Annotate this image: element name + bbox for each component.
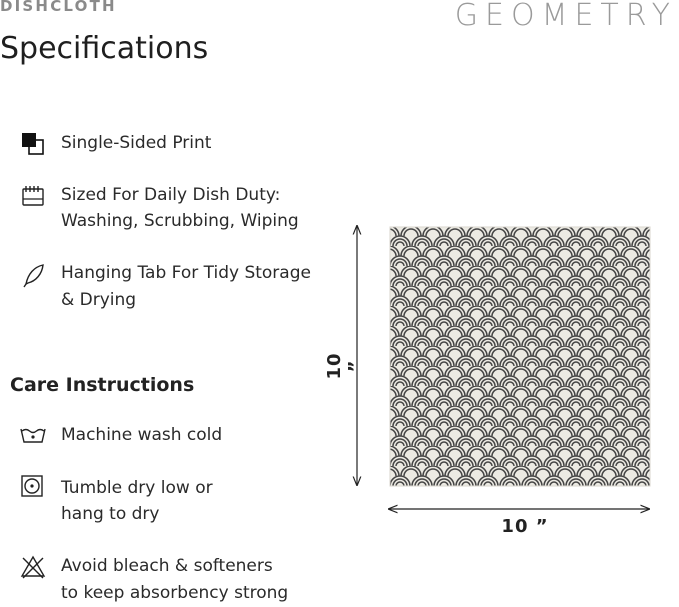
feature-label-line-2: Washing, Scrubbing, Wiping (61, 211, 299, 231)
page-title: Specifications (0, 31, 209, 66)
care-label-line-1: Avoid bleach & softeners (61, 556, 273, 576)
feature-label-line-1: Hanging Tab For Tidy Storage (61, 263, 311, 283)
feature-label: Single-Sided Print (61, 133, 212, 153)
feature-label-line-1: Sized For Daily Dish Duty: (61, 185, 281, 205)
width-label: 10 ” (501, 516, 549, 537)
brand-logo: GEOMETRY (454, 0, 677, 33)
care-label-line-1: Tumble dry low or (61, 478, 213, 498)
care-heading: Care Instructions (10, 374, 195, 396)
feature-label-line-2: & Drying (61, 290, 137, 310)
care-label-line-2: hang to dry (61, 504, 160, 524)
care-label-line-2: to keep absorbency strong (61, 583, 289, 603)
care-label: Machine wash cold (61, 425, 223, 445)
height-label: 10 ” (324, 352, 366, 380)
dishcloth-image (389, 226, 651, 487)
product-eyebrow: DISHCLOTH (0, 0, 117, 15)
